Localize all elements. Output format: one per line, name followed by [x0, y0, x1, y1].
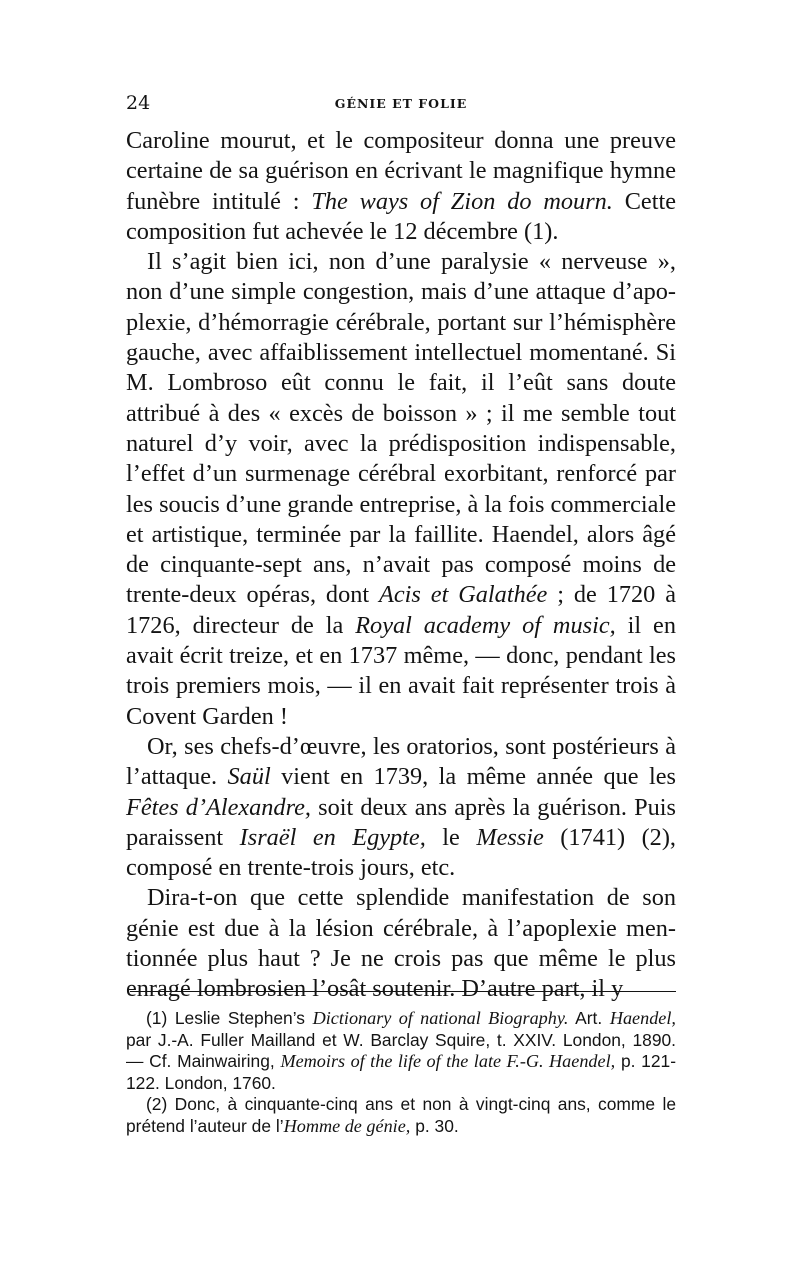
paragraph	[126, 732, 676, 883]
text-run: (1) Leslie Stephen’s	[146, 1008, 313, 1028]
text-run: soit deux ans après la guérison. Puis paraissent	[126, 793, 676, 851]
italic-run: Dictionary of national Biography.	[312, 1008, 569, 1028]
italic-run: Acis et Galathée	[379, 581, 548, 609]
text-run: Dira-t-on que cette splendide manifestation de son génie est due à la lésion cérébrale, à l’apoplexie men-tionnée plus haut ? Je ne crois pas que même le plus enragé lombrosien l’osât soutenir. D’autre part, il y	[126, 884, 676, 1003]
text-run: Art.	[568, 1008, 610, 1028]
text-run: vient en 1739, la même année que les	[270, 763, 677, 791]
italic-run: Memoirs of the life of the late F.-G. Haendel,	[280, 1051, 616, 1071]
text-run: p. 30.	[410, 1115, 459, 1136]
text-run: par J.-A. Fuller Mailland et W. Barclay Squire, t. XXIV. London, 1890. — Cf. Mainwairing,	[126, 1029, 676, 1071]
text-run: il en avait écrit treize, et en 1737 même, — donc, pendant les trois premiers mois, — il en avait fait représenter trois à Covent Garden !	[126, 611, 676, 730]
body-text	[126, 126, 676, 1005]
footnote-rule	[130, 991, 676, 992]
text-run: Il s’agit bien ici, non d’une paralysie « nerveuse », non d’une simple congestion, mais d’une attaque d’apo-plexie, d’hémorragie cérébrale, portant sur l’hémisphère gauche, avec affaiblissement intellectuel momentané. Si M. Lombroso eût connu le fait, il l’eût sans doute attribué à des « excès de boisson » ; il me semble tout naturel d’y voir, avec la prédisposition indispensable, l’effet d’un surmenage cérébral exorbitant, renforcé par les soucis d’une grande entreprise, à la fois commerciale et artistique, terminée par la faillite. Haendel, alors âgé de cinquante-sept ans, n’avait pas composé moins de trente-deux opéras, dont	[126, 248, 676, 609]
paragraph	[126, 883, 676, 1004]
italic-run: Royal academy of music,	[355, 611, 616, 639]
footnote	[126, 1094, 676, 1137]
italic-run: The ways of Zion do mourn.	[311, 187, 613, 215]
text-run: ; de 1720 à 1726, directeur de la	[126, 581, 676, 639]
italic-run: Messie	[476, 823, 544, 851]
running-title: GÉNIE ET FOLIE	[334, 96, 468, 111]
text-run: (1741) (2), composé en trente-trois jours, etc.	[126, 823, 676, 882]
page-number: 24	[126, 92, 151, 114]
paragraph	[126, 126, 676, 247]
footnote	[126, 1008, 676, 1094]
footnotes	[126, 1008, 676, 1137]
text-run: (2) Donc, à cinquante-cinq ans et non à vingt-cinq ans, comme le prétend l’auteur de l’	[126, 1094, 676, 1136]
italic-run: Homme de génie,	[283, 1115, 411, 1136]
text-run: le	[425, 823, 477, 851]
page-header	[126, 92, 676, 122]
text-run: Cette composition fut achevée le 12 décembre (1).	[126, 187, 676, 245]
italic-run: Haendel,	[609, 1008, 676, 1028]
italic-run: Saül	[227, 763, 271, 791]
text-run: Caroline mourut, et le compositeur donna une preuve certaine de sa guérison en écrivant le magnifique hymne funèbre intitulé :	[126, 127, 676, 215]
text-run: p. 121-122. London, 1760.	[126, 1051, 676, 1093]
text-run: Or, ses chefs-d’œuvre, les oratorios, sont postérieurs à l’attaque.	[126, 732, 676, 791]
italic-run: Fêtes d’Alexandre,	[126, 793, 311, 821]
italic-run: Israël en Egypte,	[239, 823, 426, 851]
paragraph	[126, 247, 676, 732]
